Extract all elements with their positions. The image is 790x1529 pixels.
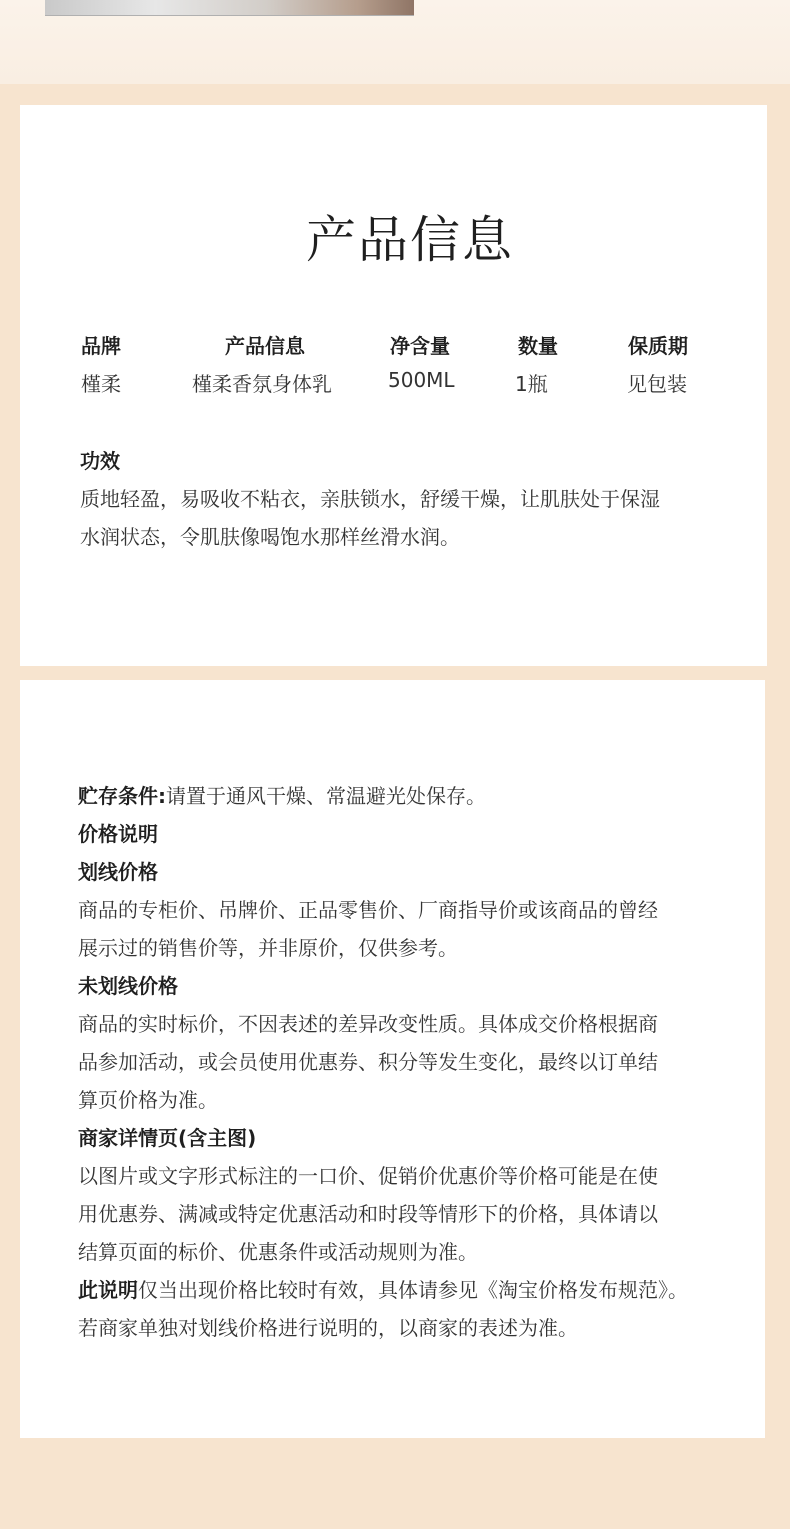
top-banner <box>0 0 790 84</box>
spec-value-shelf-life: 见包装 <box>627 372 687 396</box>
spec-value-volume: 500ML <box>388 368 455 392</box>
spec-value-brand: 槿柔 <box>81 372 121 396</box>
statement-line <box>78 1271 758 1309</box>
statement-text: 仅当出现价格比较时有效，具体请参见《淘宝价格发布规范》。 <box>138 1278 688 1302</box>
spec-label-volume: 净含量 <box>390 334 450 358</box>
section-title: 产品信息 <box>306 211 514 269</box>
product-info-card <box>20 105 767 666</box>
spec-label-quantity: 数量 <box>518 334 558 358</box>
spec-label-shelf-life: 保质期 <box>628 334 688 358</box>
effect-line: 质地轻盈，易吸收不粘衣，亲肤锁水，舒缓干燥，让肌肤处于保湿 <box>80 487 660 511</box>
storage-label: 贮存条件: <box>78 784 166 808</box>
price-notes-card <box>20 680 765 1438</box>
statement-label: 此说明 <box>78 1278 138 1302</box>
spec-value-product: 槿柔香氛身体乳 <box>192 372 332 396</box>
detail-page-line: 结算页面的标价、优惠条件或活动规则为准。 <box>78 1240 478 1264</box>
storage-line <box>78 777 758 815</box>
spec-label-brand: 品牌 <box>81 334 121 358</box>
storage-text: 请置于通风干燥、常温避光处保存。 <box>166 784 486 808</box>
strike-price-line: 展示过的销售价等，并非原价，仅供参考。 <box>78 936 458 960</box>
strike-price-title: 划线价格 <box>78 860 158 884</box>
spec-label-product: 产品信息 <box>225 334 305 358</box>
spec-value-quantity: 1瓶 <box>515 372 548 396</box>
price-title: 价格说明 <box>78 822 158 846</box>
effect-description <box>80 480 730 556</box>
unstrike-price-title: 未划线价格 <box>78 974 178 998</box>
unstrike-price-line: 品参加活动，或会员使用优惠券、积分等发生变化，最终以订单结 <box>78 1050 658 1074</box>
effect-title: 功效 <box>80 449 120 473</box>
detail-page-line: 以图片或文字形式标注的一口价、促销价优惠价等价格可能是在使 <box>78 1164 658 1188</box>
unstrike-price-line: 商品的实时标价，不因表述的差异改变性质。具体成交价格根据商 <box>78 1012 658 1036</box>
strike-price-line: 商品的专柜价、吊牌价、正品零售价、厂商指导价或该商品的曾经 <box>78 898 658 922</box>
effect-line: 水润状态，令肌肤像喝饱水那样丝滑水润。 <box>80 525 460 549</box>
product-photo-strip <box>45 0 414 16</box>
detail-page-title: 商家详情页(含主图) <box>78 1126 257 1150</box>
detail-page-line: 用优惠券、满减或特定优惠活动和时段等情形下的价格，具体请以 <box>78 1202 658 1226</box>
price-notes <box>78 777 758 1347</box>
statement-line-2: 若商家单独对划线价格进行说明的，以商家的表述为准。 <box>78 1316 578 1340</box>
unstrike-price-line: 算页价格为准。 <box>78 1088 218 1112</box>
